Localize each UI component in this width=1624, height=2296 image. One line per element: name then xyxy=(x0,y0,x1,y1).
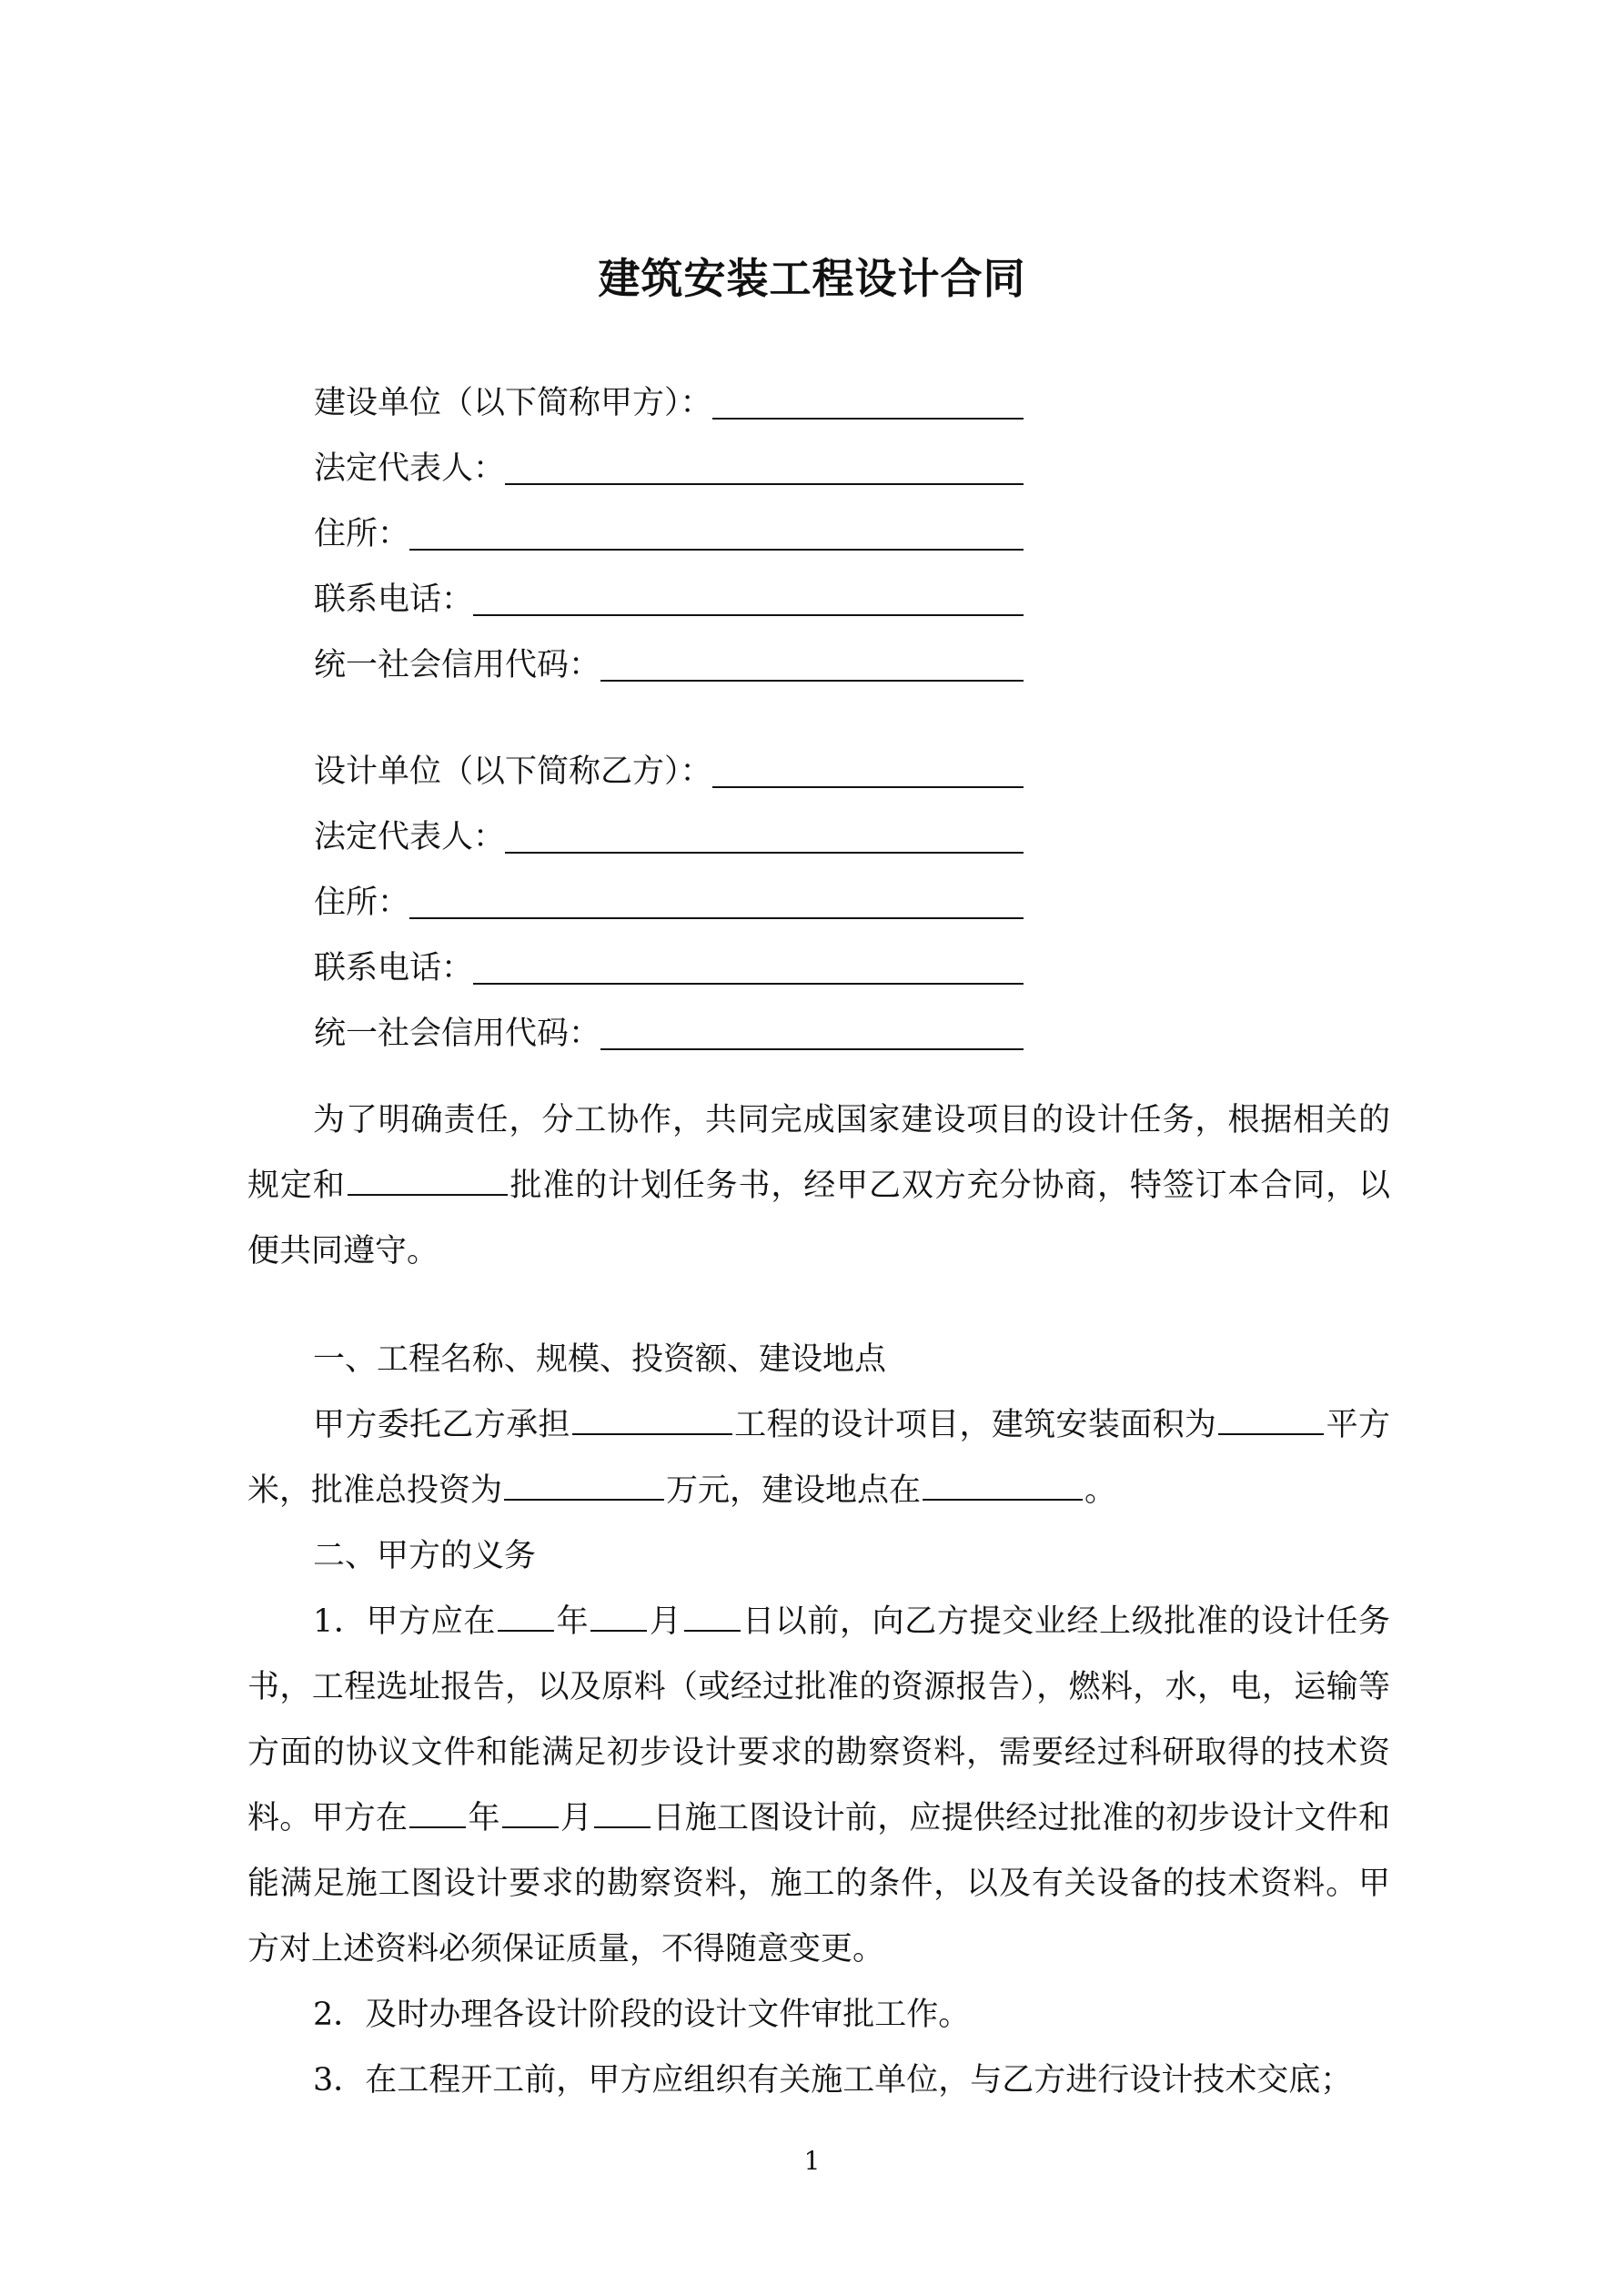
fill-blank[interactable] xyxy=(505,450,1024,485)
party-a-address-field[interactable] xyxy=(314,500,1024,565)
fill-blank[interactable] xyxy=(473,582,1024,616)
party-b-address-field[interactable] xyxy=(314,868,1024,934)
paragraph-text: 平方米，批准总投资为 xyxy=(247,1407,1390,1509)
fill-blank[interactable] xyxy=(504,1468,664,1501)
fill-blank[interactable] xyxy=(473,950,1024,985)
fill-blank[interactable] xyxy=(923,1468,1083,1501)
intro-text: 为了明确责任，分工协作，共同完成国家建设项目的设计任务，根据相关的规定和 xyxy=(247,1102,1390,1204)
section-2-item-1 xyxy=(247,1589,1390,1982)
field-label: 联系电话： xyxy=(314,582,474,618)
paragraph-text: 年 xyxy=(468,1800,500,1836)
fill-blank[interactable] xyxy=(600,647,1024,682)
party-a-credit-code-field[interactable] xyxy=(314,631,1024,696)
paragraph-text: 日以前，向乙方提交业经上级批准的设计任务书，工程选址报告，以及原料（或经过批准的资源报告），燃料，水，电，运输等方面的协议文件和能满足初步设计要求的勘察资料，需要经过科研取得的技术资料。甲方在 xyxy=(247,1603,1390,1836)
field-label: 法定代表人： xyxy=(314,450,506,487)
party-a-block xyxy=(314,369,1024,696)
section-2-heading: 二、甲方的义务 xyxy=(313,1538,537,1574)
field-label: 设计单位（以下简称乙方）： xyxy=(314,754,712,790)
party-b-credit-code-field[interactable] xyxy=(314,999,1024,1065)
fill-blank[interactable] xyxy=(502,1795,559,1828)
party-a-unit-field[interactable] xyxy=(314,369,1024,434)
party-a-representative-field[interactable] xyxy=(314,434,1024,500)
fill-blank[interactable] xyxy=(712,754,1024,788)
contract-sections xyxy=(247,1327,1390,2113)
field-label: 建设单位（以下简称甲方）： xyxy=(314,385,712,421)
section-2-item-2: 2．及时办理各设计阶段的设计文件审批工作。 xyxy=(313,1997,971,2033)
paragraph-text: 月 xyxy=(649,1603,682,1640)
section-2-item-3: 3．在工程开工前，甲方应组织有关施工单位，与乙方进行设计技术交底； xyxy=(313,2062,1353,2099)
paragraph-text: 甲方委托乙方承担 xyxy=(313,1407,570,1443)
fill-blank[interactable] xyxy=(505,819,1024,854)
field-label: 统一社会信用代码： xyxy=(314,647,601,683)
fill-blank[interactable] xyxy=(1218,1402,1324,1435)
fill-blank[interactable] xyxy=(600,1016,1024,1050)
paragraph-text: 工程的设计项目，建筑安装面积为 xyxy=(733,1407,1217,1443)
field-label: 住所： xyxy=(314,516,410,552)
fill-blank[interactable] xyxy=(409,885,1024,919)
paragraph-text: 1．甲方应在 xyxy=(313,1603,497,1640)
fill-blank[interactable] xyxy=(348,1163,508,1196)
paragraph-text: 万元，建设地点在 xyxy=(666,1472,922,1509)
fill-blank[interactable] xyxy=(572,1402,732,1435)
paragraph-text: 月 xyxy=(560,1800,593,1836)
party-a-phone-field[interactable] xyxy=(314,565,1024,631)
section-1-heading: 一、工程名称、规模、投资额、建设地点 xyxy=(313,1341,887,1378)
fill-blank[interactable] xyxy=(594,1795,651,1828)
fill-blank[interactable] xyxy=(409,1795,466,1828)
field-label: 法定代表人： xyxy=(314,819,506,855)
field-label: 统一社会信用代码： xyxy=(314,1016,601,1052)
fill-blank[interactable] xyxy=(712,385,1024,420)
party-b-phone-field[interactable] xyxy=(314,934,1024,999)
intro-paragraph xyxy=(247,1087,1390,1284)
party-b-block xyxy=(314,737,1024,1065)
fill-blank[interactable] xyxy=(590,1599,647,1632)
party-b-unit-field[interactable] xyxy=(314,737,1024,803)
party-b-representative-field[interactable] xyxy=(314,803,1024,868)
page-title: 建筑安装工程设计合同 xyxy=(598,254,1026,303)
fill-blank[interactable] xyxy=(684,1599,741,1632)
intro-text: 批准的计划任务书，经甲乙双方充分协商，特签订本合同，以便共同遵守。 xyxy=(247,1168,1390,1269)
paragraph-text: 。 xyxy=(1084,1472,1117,1509)
field-label: 住所： xyxy=(314,885,410,921)
paragraph-text: 日施工图设计前，应提供经过批准的初步设计文件和能满足施工图设计要求的勘察资料，施工的条件，以及有关设备的技术资料。甲方对上述资料必须保证质量，不得随意变更。 xyxy=(247,1800,1390,1967)
field-label: 联系电话： xyxy=(314,950,474,986)
section-1-paragraph xyxy=(247,1392,1390,1523)
paragraph-text: 年 xyxy=(556,1603,590,1640)
fill-blank[interactable] xyxy=(498,1599,554,1632)
page-number: 1 xyxy=(803,2146,821,2176)
fill-blank[interactable] xyxy=(409,516,1024,551)
